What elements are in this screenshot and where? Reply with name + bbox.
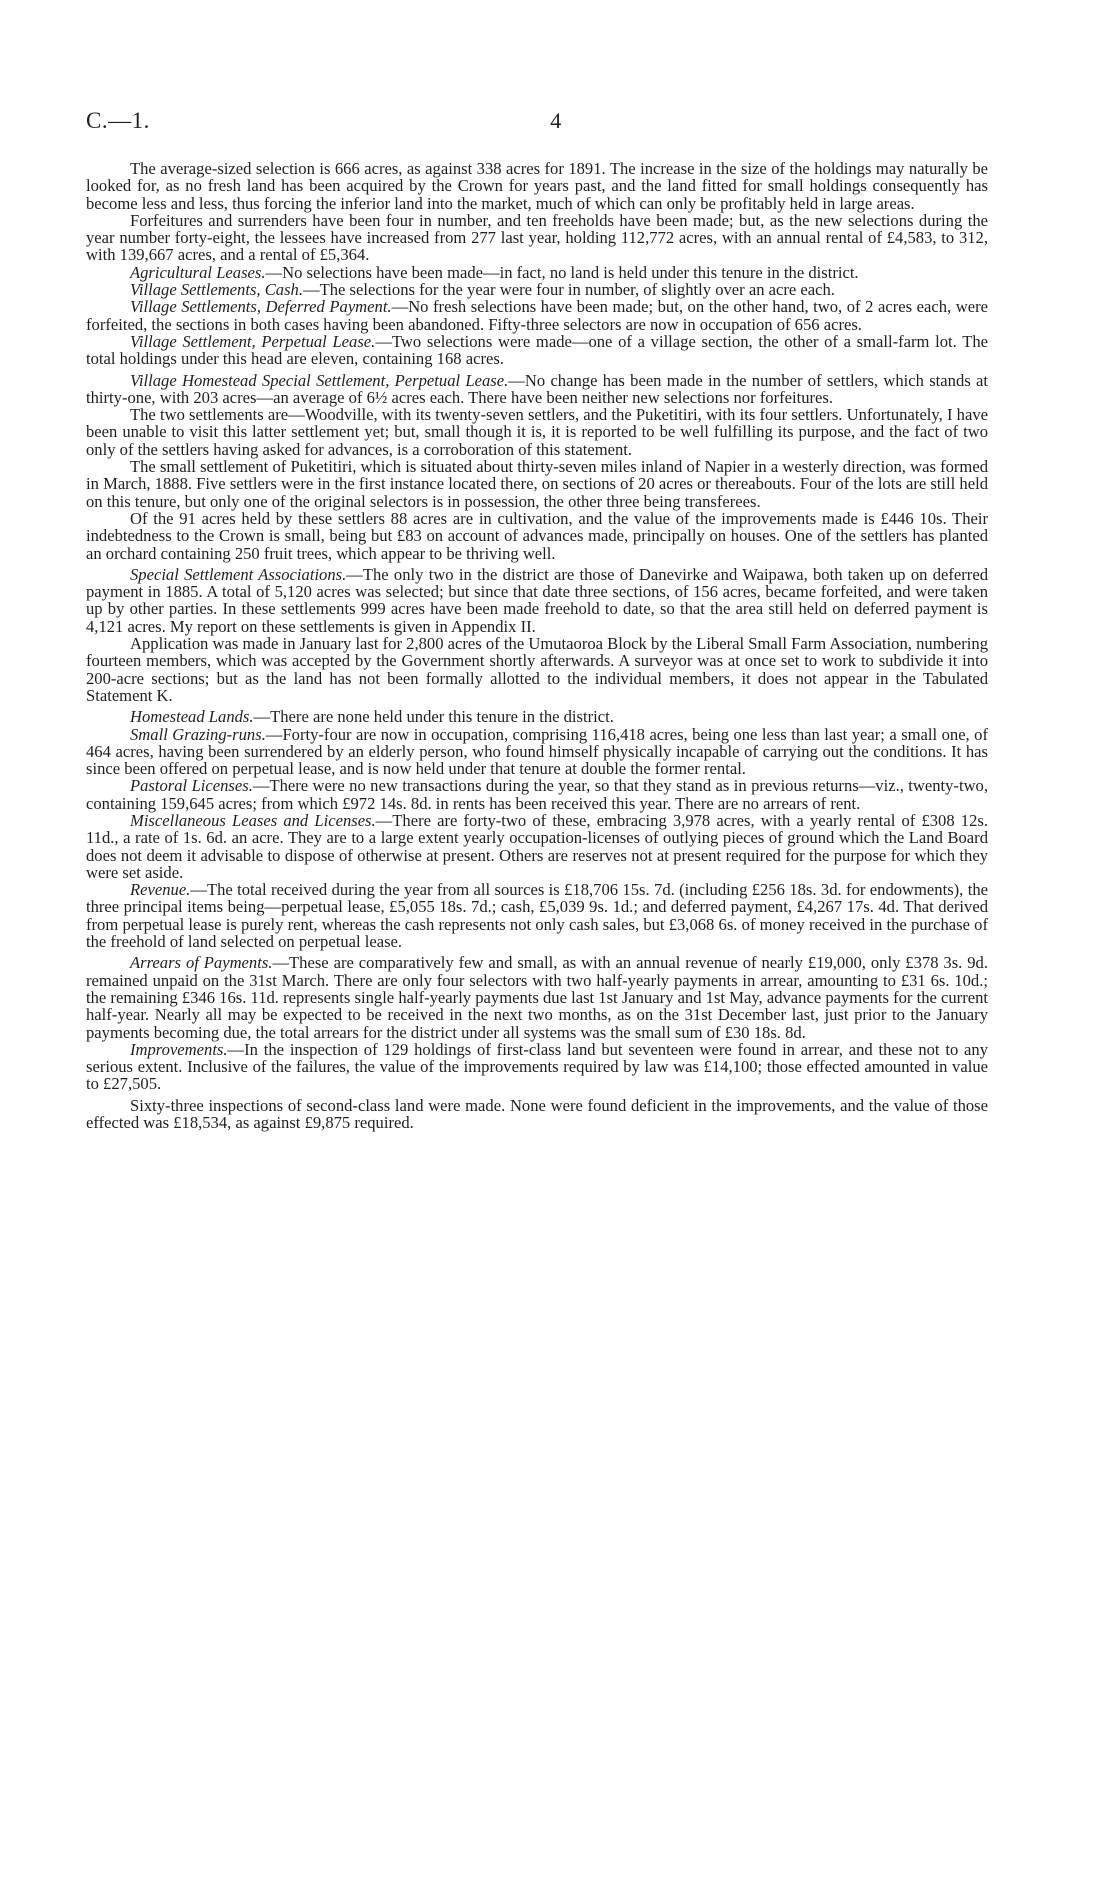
paragraph-lead: Homestead Lands.: [130, 707, 254, 727]
paragraph: [86, 406, 988, 458]
paragraph: [86, 881, 988, 950]
paragraph: [86, 566, 988, 635]
paragraph-lead: Small Grazing-runs.: [130, 724, 266, 744]
document-reference: C.—1.: [86, 108, 150, 133]
paragraph: [86, 777, 988, 812]
paragraph: [86, 458, 988, 510]
paragraph-text: The small settlement of Puketitiri, which is situated about thirty-seven miles inland of Napier in a westerly direction, was formed in March, 1888. Five settlers were in the first instance located there, on sections of 20 acres or thereabouts. Four of the lots are still held on this tenure, but only one of the original selectors is in possession, the other three being transferees.: [86, 457, 988, 511]
paragraph: [86, 212, 988, 264]
paragraph-text: —No fresh selections have been made; but, on the other hand, two, of 2 acres each, were forfeited, the sections in both cases having been abandoned. Fifty-three selectors are now in occupation of 656 acres.: [86, 297, 988, 334]
paragraph-text: —The only two in the district are those of Danevirke and Waipawa, both taken up on deferred payment in 1885. A total of 5,120 acres was selected; but since that date three sections, of 156 acres, became forfeited, and were taken up by other parties. In these settlements 999 acres have been made freehold to date, so that the area still held on deferred payment is 4,121 acres. My report on these settlements is given in Appendix II.: [86, 564, 988, 636]
paragraph-text: —There were no new transactions during the year, so that they stand as in previous returns—viz., twenty-two, containing 159,645 acres; from which £972 14s. 8d. in rents has been received this year. There are no arrears of rent.: [86, 776, 988, 813]
paragraph: [86, 372, 988, 407]
page-number: 4: [550, 108, 562, 133]
paragraph: [86, 160, 988, 212]
paragraph: [86, 1041, 988, 1093]
paragraph-text: Application was made in January last for 2,800 acres of the Umutaoroa Block by the Liberal Small Farm Association, numbering fourteen members, which was accepted by the Government shortly afterwards. A surveyor was at once set to work to subdivide it into 200-acre sections; but as the land has not been formally allotted to the individual members, it does not appear in the Tabulated Statement K.: [86, 634, 988, 705]
paragraph-lead: Miscellaneous Leases and Licenses.: [130, 810, 376, 830]
paragraph-lead: Village Homestead Special Settlement, Perpetual Lease.: [130, 370, 509, 390]
paragraph: [86, 954, 988, 1040]
paragraph: [86, 635, 988, 704]
paragraph: [86, 281, 988, 298]
paragraph-lead: Village Settlements, Deferred Payment.: [130, 297, 392, 317]
paragraph: [86, 264, 988, 281]
paragraph-text: —No change has been made in the number of settlers, which stands at thirty-one, with 203 acres—an average of 6½ acres each. There have been neither new selections nor forfeitures.: [86, 370, 988, 407]
paragraph-lead: Pastoral Licenses.: [130, 776, 253, 796]
paragraph-text: —There are forty-two of these, embracing 3,978 acres, with a yearly rental of £308 12s. 11d., a rate of 1s. 6d. an acre. They are to a large extent yearly occupation-licenses of outlying pieces of ground which the Land Board does not deem it advisable to dispose of otherwise at present. Others are reserves not at present required for the purpose for which they were set aside.: [86, 810, 988, 882]
paragraph-text: —No selections have been made—in fact, no land is held under this tenure in the district.: [265, 262, 859, 282]
paragraph-text: —These are comparatively few and small, as with an annual revenue of nearly £19,000, only £378 3s. 9d. remained unpaid on the 31st March. There are only four selectors with two half-yearly payments in arrear, amounting to £31 6s. 10d.; the remaining £346 16s. 11d. represents single half-yearly payments due last 1st January and 1st May, advance payments for the current half-year. Nearly all may be expected to be received in the next two months, as on the 31st December last, just prior to the January payments becoming due, the total arrears for the district under all systems was the small sum of £30 18s. 8d.: [86, 953, 988, 1042]
paragraph: [86, 510, 988, 562]
paragraph-lead: Arrears of Payments.: [130, 953, 273, 973]
paragraph: [86, 1097, 988, 1132]
paragraph-lead: Revenue.: [130, 880, 191, 900]
paragraph: [86, 333, 988, 368]
paragraph: [86, 812, 988, 881]
paragraph: [86, 708, 988, 725]
paragraph-text: Sixty-three inspections of second-class land were made. None were found deficient in the improvements, and the value of those effected was £18,534, as against £9,875 required.: [86, 1095, 988, 1133]
paragraph: [86, 726, 988, 778]
paragraph-text: —The selections for the year were four in number, of slightly over an acre each.: [302, 280, 835, 300]
page-header: [86, 108, 1026, 138]
paragraph-text: —The total received during the year from all sources is £18,706 15s. 7d. (including £256 18s. 3d. for endowments), the three principal items being—perpetual lease, £5,055 18s. 7d.; cash, £5,039 9s. 1d.; and deferred payment, £4,267 17s. 4d. That derived from perpetual lease is purely rent, whereas the cash represents not only cash sales, but £3,068 6s. of money received in the purchase of the freehold of land selected on perpetual lease.: [86, 880, 988, 952]
paragraph-lead: Village Settlement, Perpetual Lease.: [130, 331, 376, 351]
paragraph-text: —Two selections were made—one of a village section, the other of a small-farm lot. The total holdings under this head are eleven, containing 168 acres.: [86, 331, 988, 369]
paragraph-text: —Forty-four are now in occupation, comprising 116,418 acres, being one less than last year; a small one, of 464 acres, having been surrendered by an elderly person, who found himself physically incapable of carrying out the conditions. It has since been offered on perpetual lease, and is now held under that tenure at double the former rental.: [86, 724, 988, 779]
body-text: [86, 160, 988, 1131]
paragraph-lead: Special Settlement Associations.: [130, 564, 347, 584]
paragraph-lead: Village Settlements, Cash.: [130, 280, 303, 300]
paragraph-text: —In the inspection of 129 holdings of first-class land but seventeen were found in arrear, and these not to any serious extent. Inclusive of the failures, the value of the improvements required by law was £14,100; those effected amounted in value to £27,505.: [86, 1039, 988, 1094]
paragraph-text: Of the 91 acres held by these settlers 88 acres are in cultivation, and the value of the improvements made is £446 10s. Their indebtedness to the Crown is small, being but £83 on account of advances made, principally on houses. One of the settlers has planted an orchard containing 250 fruit trees, which appear to be thriving well.: [86, 508, 988, 563]
paragraph-text: Forfeitures and surrenders have been four in number, and ten freeholds have been made; but, as the new selections during the year number forty-eight, the lessees have increased from 277 last year, holding 112,772 acres, with an annual rental of £4,583, to 312, with 139,667 acres, and a rental of £5,364.: [86, 210, 988, 265]
paragraph-text: The two settlements are—Woodville, with its twenty-seven settlers, and the Puketitiri, with its four settlers. Unfortunately, I have been unable to visit this latter settlement yet; but, small though it is, it is reported to be well fulfilling its purpose, and the fact of two only of the settlers having asked for advances, is a corroboration of this statement.: [86, 405, 988, 459]
paragraph-lead: Improvements.: [130, 1039, 228, 1059]
paragraph-text: —There are none held under this tenure in the district.: [253, 707, 614, 727]
paragraph-text: The average-sized selection is 666 acres, as against 338 acres for 1891. The increase in the size of the holdings may naturally be looked for, as no fresh land has been acquired by the Crown for years past, and the land fitted for small holdings consequently has become less and less, thus forcing the inferior land into the market, much of which can only be profitably held in large areas.: [86, 159, 988, 213]
paragraph: [86, 298, 988, 333]
paragraph-lead: Agricultural Leases.: [130, 262, 266, 282]
